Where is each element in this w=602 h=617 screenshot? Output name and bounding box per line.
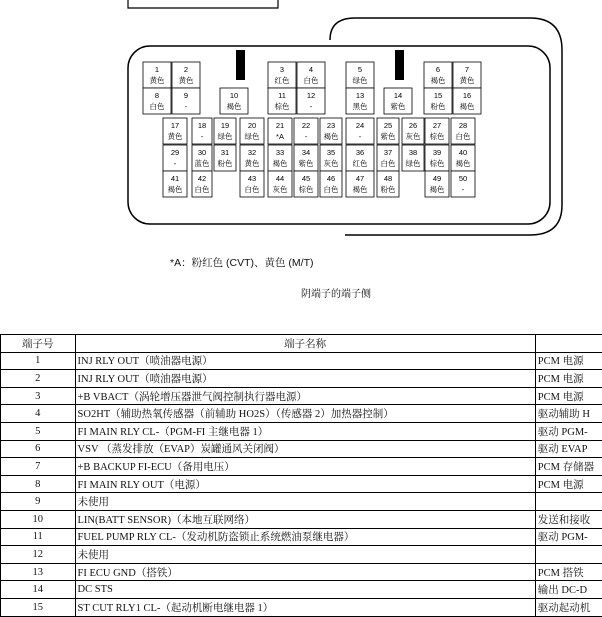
pin-number: 47 — [356, 174, 364, 183]
table-row — [1, 440, 602, 458]
table-row — [1, 493, 602, 511]
pin-number: 41 — [171, 174, 179, 183]
pin-wire-color: 白色 — [456, 131, 471, 141]
terminal-name: FI MAIN RLY OUT（电源） — [75, 475, 535, 493]
pin-number: 19 — [221, 121, 229, 130]
terminal-name: ST CUT RLY1 CL-（起动机断电继电器 1） — [75, 598, 535, 616]
table-row — [1, 581, 602, 599]
pin-wire-color: 褐色 — [168, 184, 183, 194]
terminal-description: 发送和接收 — [535, 510, 602, 528]
pin-wire-color: 灰色 — [324, 158, 339, 168]
pin-wire-color: 粉色 — [431, 101, 446, 111]
terminal-number: 9 — [1, 493, 76, 511]
pin-number: 22 — [302, 121, 310, 130]
pin-number: 18 — [198, 121, 206, 130]
pin-number: 12 — [307, 91, 315, 100]
pin-wire-color: 黄色 — [150, 75, 165, 85]
terminal-name: VSV （蒸发排放（EVAP）炭罐通风关闭阀） — [75, 440, 535, 458]
terminal-name: +B VBACT（涡轮增压器泄气阀控制执行器电源） — [75, 387, 535, 405]
pin-number: 48 — [384, 174, 392, 183]
pin-number: 17 — [171, 121, 179, 130]
terminal-description: 驱动 PGM- — [535, 422, 602, 440]
terminal-name: FUEL PUMP RLY CL-（发动机防盗锁止系统燃油泵继电器） — [75, 528, 535, 546]
diagram-caption: 阴端子的端子侧 — [301, 285, 371, 300]
pin-wire-color: 褐色 — [456, 158, 471, 168]
connector-key-left — [236, 50, 245, 80]
pin-number: 3 — [280, 65, 284, 74]
terminal-name: 未使用 — [75, 546, 535, 564]
terminal-number: 5 — [1, 422, 76, 440]
pin-wire-color: 黄色 — [168, 131, 183, 141]
pin-number: 11 — [278, 91, 286, 100]
pin-wire-color: 绿色 — [218, 131, 233, 141]
pin-wire-color: 白色 — [381, 158, 396, 168]
connector-key-right — [395, 50, 404, 80]
pin-wire-color: 棕色 — [275, 101, 290, 111]
pin-number: 1 — [155, 65, 159, 74]
pin-number: 27 — [433, 121, 441, 130]
table-row — [1, 422, 602, 440]
pin-number: 2 — [184, 65, 188, 74]
terminal-description — [535, 493, 602, 511]
table-row — [1, 387, 602, 405]
color-note: *A：粉红色 (CVT)、黄色 (M/T) — [170, 255, 314, 270]
pin-number: 32 — [248, 148, 256, 157]
pin-number: 5 — [358, 65, 362, 74]
header-terminal-number: 端子号 — [1, 335, 76, 353]
terminal-number: 3 — [1, 387, 76, 405]
pin-grid — [143, 62, 481, 197]
pin-wire-color: - — [359, 132, 362, 141]
pin-wire-color: 棕色 — [299, 184, 314, 194]
pin-wire-color: 紫色 — [299, 158, 314, 168]
pin-wire-color: 白色 — [245, 184, 260, 194]
terminal-name: 未使用 — [75, 493, 535, 511]
pin-wire-color: 绿色 — [406, 158, 421, 168]
terminal-number: 8 — [1, 475, 76, 493]
pin-wire-color: - — [310, 102, 313, 111]
terminal-description: PCM 电源 — [535, 352, 602, 370]
table-row — [1, 458, 602, 476]
terminal-number: 4 — [1, 405, 76, 423]
pin-number: 33 — [276, 148, 284, 157]
pin-number: 46 — [327, 174, 335, 183]
pin-number: 50 — [459, 174, 467, 183]
pin-number: 24 — [356, 121, 364, 130]
pin-wire-color: 黄色 — [460, 75, 475, 85]
header-terminal-name: 端子名称 — [75, 335, 535, 353]
table-row — [1, 510, 602, 528]
terminal-name: FI MAIN RLY CL-（PGM-FI 主继电器 1） — [75, 422, 535, 440]
pin-number: 7 — [465, 65, 469, 74]
terminal-table — [0, 334, 602, 617]
pin-number: 20 — [248, 121, 256, 130]
terminal-number: 6 — [1, 440, 76, 458]
pin-number: 38 — [409, 148, 417, 157]
pin-number: 30 — [198, 148, 206, 157]
terminal-description: 驱动 PGM- — [535, 528, 602, 546]
pin-wire-color: - — [174, 159, 177, 168]
header-description — [535, 335, 602, 353]
pin-number: 43 — [248, 174, 256, 183]
pin-wire-color: 粉色 — [218, 158, 233, 168]
pin-number: 15 — [434, 91, 442, 100]
pin-wire-color: 紫色 — [391, 101, 406, 111]
pin-number: 49 — [433, 174, 441, 183]
terminal-number: 1 — [1, 352, 76, 370]
pin-wire-color: 灰色 — [273, 184, 288, 194]
pin-number: 40 — [459, 148, 467, 157]
pin-wire-color: 白色 — [195, 184, 210, 194]
pin-wire-color: - — [185, 102, 188, 111]
terminal-description: 驱动起动机 — [535, 598, 602, 616]
pin-number: 4 — [309, 65, 313, 74]
pin-number: 25 — [384, 121, 392, 130]
pin-wire-color: 蓝色 — [195, 158, 210, 168]
pin-wire-color: 粉色 — [381, 184, 396, 194]
pin-wire-color: 灰色 — [406, 131, 421, 141]
terminal-name: FI ECU GND（搭铁） — [75, 563, 535, 581]
pin-number: 36 — [356, 148, 364, 157]
terminal-name: INJ RLY OUT（喷油器电源） — [75, 370, 535, 388]
pin-number: 10 — [230, 91, 238, 100]
pin-wire-color: 红色 — [275, 75, 290, 85]
upper-box-fragment — [128, 0, 278, 8]
pin-wire-color: - — [462, 185, 465, 194]
terminal-number: 15 — [1, 598, 76, 616]
terminal-description: 驱动 EVAP — [535, 440, 602, 458]
table-row — [1, 405, 602, 423]
pin-wire-color: 黑色 — [353, 101, 368, 111]
terminal-number: 10 — [1, 510, 76, 528]
pin-number: 9 — [184, 91, 188, 100]
pin-number: 16 — [463, 91, 471, 100]
pin-wire-color: 白色 — [324, 184, 339, 194]
terminal-name: +B BACKUP FI-ECU（备用电压） — [75, 458, 535, 476]
table-row — [1, 598, 602, 616]
pin-number: 45 — [302, 174, 310, 183]
connector-diagram — [0, 0, 602, 250]
terminal-description: PCM 搭铁 — [535, 563, 602, 581]
pin-wire-color: 绿色 — [245, 131, 260, 141]
table-row — [1, 563, 602, 581]
pin-number: 13 — [356, 91, 364, 100]
terminal-name: SO2HT（辅助热氧传感器（前辅助 HO2S）（传感器 2）加热器控制） — [75, 405, 535, 423]
pin-wire-color: 褐色 — [431, 75, 446, 85]
terminal-name: LIN(BATT SENSOR)（本地互联网络） — [75, 510, 535, 528]
pin-wire-color: 褐色 — [273, 158, 288, 168]
pin-number: 23 — [327, 121, 335, 130]
terminal-description: 驱动辅助 H — [535, 405, 602, 423]
table-row — [1, 528, 602, 546]
pin-wire-color: 紫色 — [381, 131, 396, 141]
pin-wire-color: 褐色 — [227, 101, 242, 111]
pin-number: 21 — [276, 121, 284, 130]
terminal-number: 11 — [1, 528, 76, 546]
pin-number: 42 — [198, 174, 206, 183]
pin-number: 31 — [221, 148, 229, 157]
terminal-description — [535, 546, 602, 564]
terminal-name: INJ RLY OUT（喷油器电源） — [75, 352, 535, 370]
pin-number: 6 — [436, 65, 440, 74]
pin-number: 37 — [384, 148, 392, 157]
pin-wire-color: - — [305, 132, 308, 141]
pin-wire-color: 黄色 — [179, 75, 194, 85]
terminal-name: DC STS — [75, 581, 535, 599]
terminal-number: 2 — [1, 370, 76, 388]
pin-wire-color: 白色 — [150, 101, 165, 111]
pin-wire-color: 棕色 — [430, 158, 445, 168]
pin-wire-color: *A — [276, 132, 284, 141]
pin-wire-color: - — [201, 132, 204, 141]
table-row — [1, 370, 602, 388]
terminal-number: 7 — [1, 458, 76, 476]
terminal-description: PCM 电源 — [535, 370, 602, 388]
pin-wire-color: 白色 — [304, 75, 319, 85]
table-row — [1, 546, 602, 564]
terminal-number: 13 — [1, 563, 76, 581]
terminal-number: 14 — [1, 581, 76, 599]
pin-number: 44 — [276, 174, 284, 183]
pin-wire-color: 褐色 — [324, 131, 339, 141]
table-row — [1, 475, 602, 493]
pin-wire-color: 褐色 — [460, 101, 475, 111]
pin-number: 34 — [302, 148, 310, 157]
pin-number: 8 — [155, 91, 159, 100]
pin-number: 39 — [433, 148, 441, 157]
table-header-row — [1, 335, 602, 353]
pin-number: 26 — [409, 121, 417, 130]
terminal-description: PCM 存储器 — [535, 458, 602, 476]
pin-wire-color: 褐色 — [430, 184, 445, 194]
pin-number: 28 — [459, 121, 467, 130]
table-row — [1, 352, 602, 370]
pin-wire-color: 绿色 — [353, 75, 368, 85]
terminal-description: PCM 电源 — [535, 475, 602, 493]
terminal-number: 12 — [1, 546, 76, 564]
terminal-description: 输出 DC-D — [535, 581, 602, 599]
pin-number: 14 — [394, 91, 402, 100]
pin-wire-color: 棕色 — [430, 131, 445, 141]
terminal-description: PCM 电源 — [535, 387, 602, 405]
pin-wire-color: 黄色 — [245, 158, 260, 168]
pin-number: 29 — [171, 148, 179, 157]
pin-wire-color: 红色 — [353, 158, 368, 168]
pin-wire-color: 褐色 — [353, 184, 368, 194]
pin-number: 35 — [327, 148, 335, 157]
